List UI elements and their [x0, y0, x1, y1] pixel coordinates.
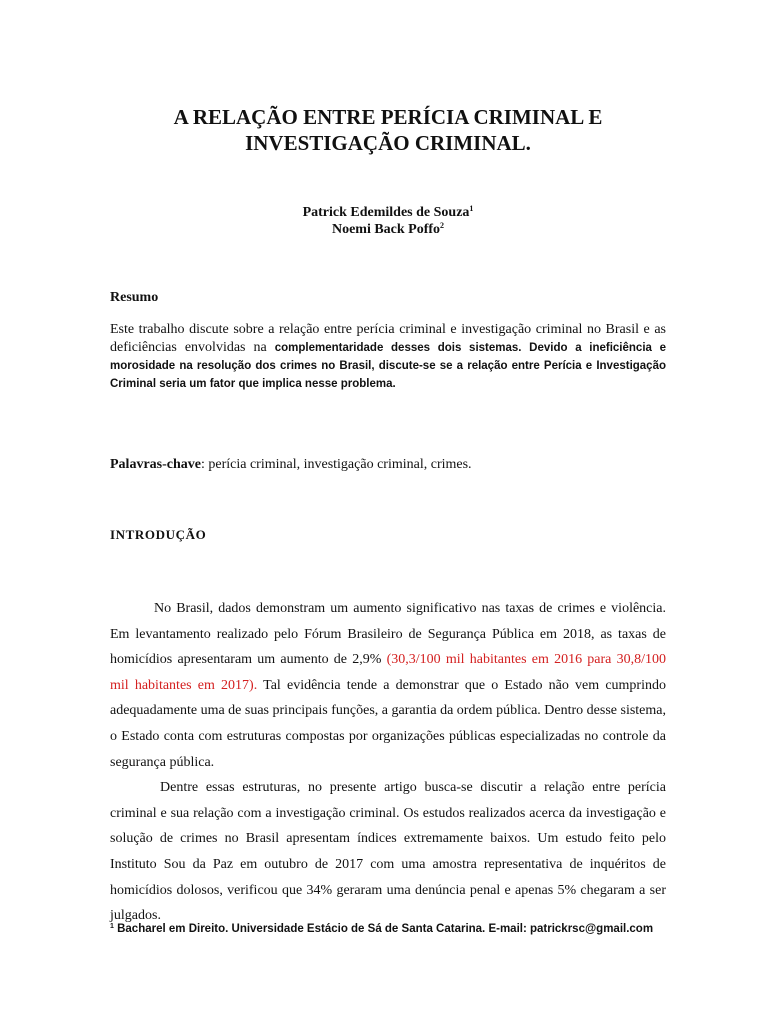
- highlighted-statistic: (30,3/100 mil habitantes em 2016 para 30,8/100 mil habitantes em 2017).: [110, 652, 666, 693]
- title-line-1: A RELAÇÃO ENTRE PERÍCIA CRIMINAL E: [173, 105, 603, 129]
- author-2: [110, 221, 666, 238]
- author-list: [110, 204, 666, 238]
- abstract-sans-part: complementaridade desses dois sistemas. Devido a ineficiência e morosidade na resolução dos crimes no Brasil, discute-se se a relação entre Perícia e Investigação Criminal seria um fator que implica nesse problema.: [110, 342, 666, 390]
- abstract-serif-part: Este trabalho discute sobre a relação entre perícia criminal e investigação criminal no Brasil e as deficiências envolvidas na: [110, 322, 666, 355]
- author-1: [110, 204, 666, 221]
- abstract-heading: Resumo: [110, 290, 159, 305]
- keywords-values: : perícia criminal, investigação criminal, crimes.: [200, 457, 472, 472]
- author-footnote-mark: 2: [440, 221, 445, 230]
- introduction-body: [110, 596, 666, 929]
- introduction-heading: INTRODUÇÃO: [110, 527, 207, 542]
- paragraph-2: Dentre essas estruturas, no presente artigo busca-se discutir a relação entre perícia criminal e sua relação com a investigação criminal. Os estudos realizados acerca da investigação e solução de crimes no Brasil apresentam índices extremamente baixos. Um estudo feito pelo Instituto Sou da Paz em outubro de 2017 com uma amostra representativa de inquéritos de homicídios dolosos, verificou que 34% geraram uma denúncia penal e apenas 5% chegaram a ser julgados.: [110, 780, 666, 924]
- paragraph-1-start: No Brasil, dados demonstram um aumento significativo nas taxas de crimes e violência. Em levantamento realizado pelo Fórum Brasileiro de Segurança Pública em 2018, as taxas de homicídios apresentaram um aumento de 2,9%: [110, 601, 666, 668]
- keywords: [110, 457, 666, 473]
- author-footnote-mark: 1: [469, 204, 474, 213]
- author-name: Noemi Back Poffo: [331, 222, 441, 237]
- footnote-text: Bacharel em Direito. Universidade Estácio de Sá de Santa Catarina. E-mail: patrickrsc@gmail.com: [117, 923, 654, 935]
- author-name: Patrick Edemildes de Souza: [302, 205, 470, 220]
- paper-title: [110, 104, 666, 156]
- abstract-text: [110, 321, 666, 393]
- title-line-2: INVESTIGAÇÃO CRIMINAL.: [245, 131, 531, 155]
- footnote-mark: 1: [110, 923, 114, 930]
- keywords-label: Palavras-chave: [110, 457, 201, 472]
- footnote-1: [110, 923, 710, 935]
- paragraph-1: [110, 596, 666, 775]
- paragraph-1-end: Tal evidência tende a demonstrar que o Estado não vem cumprindo adequadamente uma de suas principais funções, a garantia da ordem pública. Dentro desse sistema, o Estado conta com estruturas compostas por organizações públicas especializadas no controle da segurança pública.: [110, 677, 666, 770]
